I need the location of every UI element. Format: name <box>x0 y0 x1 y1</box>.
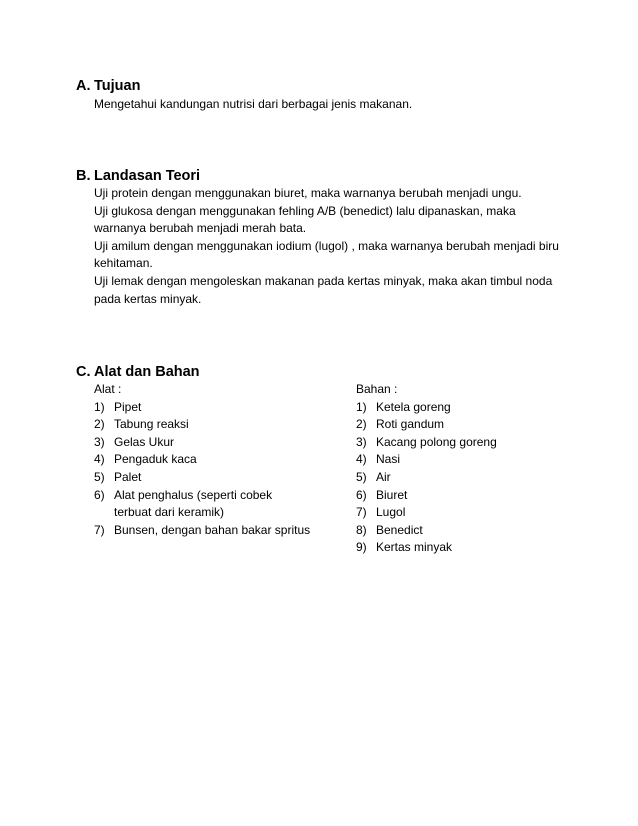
item-number: 1) <box>94 399 105 414</box>
list-item <box>356 539 576 557</box>
item-number: 3) <box>94 434 105 449</box>
item-text: Roti gandum <box>376 417 445 432</box>
alat-column <box>94 381 322 539</box>
item-text: Biuret <box>376 487 408 502</box>
landasan-paragraph: Uji glukosa dengan menggunakan fehling A/B (benedict) lalu dipanaskan, maka warnanya berubah menjadi merah bata. <box>94 203 516 236</box>
item-text: Pipet <box>114 399 142 414</box>
item-text: Ketela goreng <box>376 399 451 414</box>
item-number: 9) <box>356 540 367 555</box>
item-number: 2) <box>94 417 105 432</box>
list-item <box>356 416 576 434</box>
item-number: 4) <box>94 452 105 467</box>
item-number: 5) <box>356 469 367 484</box>
list-item <box>94 434 322 452</box>
section-letter: C. <box>76 364 91 380</box>
landasan-paragraph: Uji amilum dengan menggunakan iodium (lugol) , maka warnanya berubah menjadi biru kehitaman. <box>94 238 559 271</box>
bahan-column <box>356 381 576 557</box>
item-number: 7) <box>94 522 105 537</box>
tujuan-text-block <box>94 96 574 114</box>
item-number: 6) <box>356 487 367 502</box>
section-heading-alat-bahan <box>76 363 200 381</box>
item-text: Gelas Ukur <box>114 434 175 449</box>
tujuan-text: Mengetahui kandungan nutrisi dari berbagai jenis makanan. <box>94 97 413 111</box>
item-number: 3) <box>356 434 367 449</box>
section-letter: A. <box>76 78 91 94</box>
item-text: Benedict <box>376 522 423 537</box>
list-item <box>356 504 576 522</box>
item-text: Bunsen, dengan bahan bakar spritus <box>114 522 311 537</box>
landasan-text-block <box>94 185 564 308</box>
list-item <box>94 451 322 469</box>
list-item <box>356 434 576 452</box>
list-item <box>94 416 322 434</box>
landasan-paragraph: Uji protein dengan menggunakan biuret, maka warnanya berubah menjadi ungu. <box>94 186 522 200</box>
item-text: Air <box>376 469 391 484</box>
item-number: 2) <box>356 417 367 432</box>
item-number: 1) <box>356 399 367 414</box>
item-text: Tabung reaksi <box>114 417 189 432</box>
item-number: 7) <box>356 505 367 520</box>
landasan-paragraph: Uji lemak dengan mengoleskan makanan pada kertas minyak, maka akan timbul noda pada kertas minyak. <box>94 273 553 306</box>
alat-label: Alat : <box>94 382 122 396</box>
item-number: 4) <box>356 452 367 467</box>
list-item <box>356 469 576 487</box>
item-text: Nasi <box>376 452 401 467</box>
item-text: Pengaduk kaca <box>114 452 197 467</box>
item-number: 8) <box>356 522 367 537</box>
list-item <box>94 469 322 487</box>
item-text: Alat penghalus (seperti cobek terbuat dari keramik) <box>114 487 273 520</box>
item-text: Kertas minyak <box>376 540 453 555</box>
item-number: 5) <box>94 469 105 484</box>
list-item <box>94 487 286 522</box>
list-item <box>94 522 322 540</box>
item-text: Palet <box>114 469 142 484</box>
section-letter: B. <box>76 168 91 184</box>
section-heading-tujuan <box>76 77 140 95</box>
section-title: Alat dan Bahan <box>94 364 200 380</box>
list-item <box>356 451 576 469</box>
alat-list <box>94 399 322 540</box>
section-title: Tujuan <box>94 78 141 94</box>
section-title: Landasan Teori <box>94 168 201 184</box>
list-item <box>356 487 576 505</box>
bahan-list <box>356 399 576 557</box>
item-text: Lugol <box>376 505 406 520</box>
list-item <box>356 522 576 540</box>
list-item <box>356 399 576 417</box>
item-text: Kacang polong goreng <box>376 434 497 449</box>
bahan-label: Bahan : <box>356 382 398 396</box>
section-heading-landasan-teori <box>76 167 200 185</box>
item-number: 6) <box>94 487 105 502</box>
list-item <box>94 399 322 417</box>
